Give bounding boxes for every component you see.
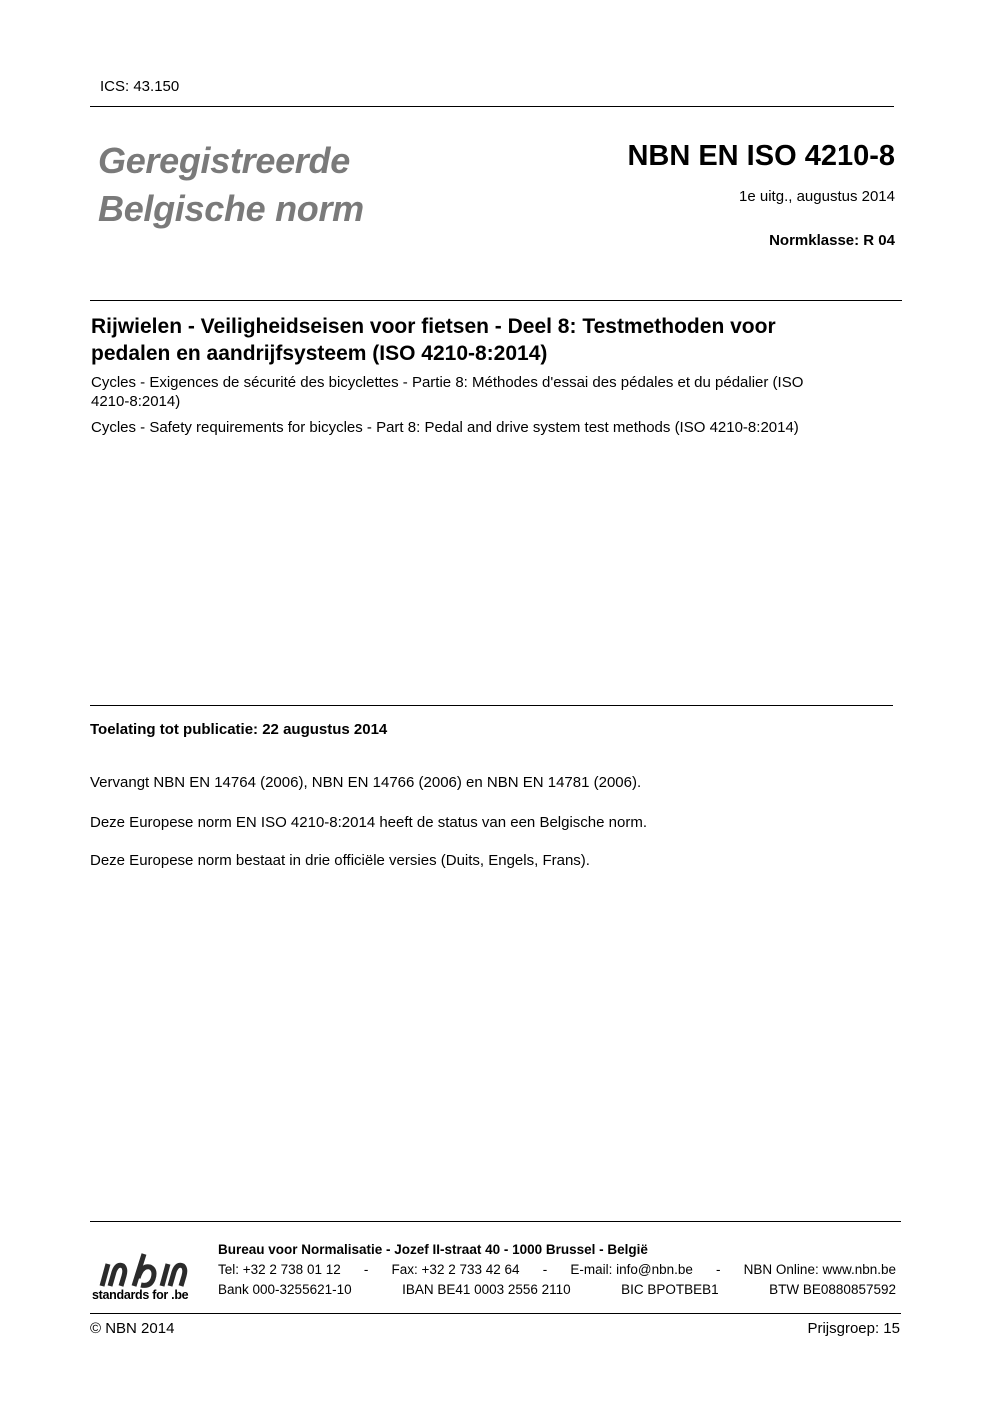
registered-line-2: Belgische norm <box>98 188 364 229</box>
footer-btw: BTW BE0880857592 <box>769 1282 896 1297</box>
footer-bank-row <box>218 1282 896 1297</box>
header-divider <box>90 106 894 107</box>
versions-statement: Deze Europese norm bestaat in drie officiële versies (Duits, Engels, Frans). <box>90 852 590 869</box>
publication-approval: Toelating tot publicatie: 22 augustus 2014 <box>90 721 388 738</box>
footer-tel: Tel: +32 2 738 01 12 <box>218 1262 341 1277</box>
footer-bottom-divider <box>90 1313 901 1314</box>
standard-number: NBN EN ISO 4210-8 <box>627 140 895 172</box>
title-english: Cycles - Safety requirements for bicycles - Part 8: Pedal and drive system test methods (ISO 4210-8:2014) <box>91 419 799 436</box>
edition-date: 1e uitg., augustus 2014 <box>739 188 895 205</box>
copyright: © NBN 2014 <box>90 1320 175 1337</box>
footer-online[interactable]: NBN Online: www.nbn.be <box>743 1262 896 1277</box>
footer-address: Bureau voor Normalisatie - Jozef II-straat 40 - 1000 Brussel - België <box>218 1242 648 1257</box>
nbn-logo <box>92 1250 202 1306</box>
title-dutch <box>91 313 891 367</box>
title-divider <box>90 300 902 301</box>
status-statement: Deze Europese norm EN ISO 4210-8:2014 heeft de status van een Belgische norm. <box>90 814 647 831</box>
title-dutch-line-2: pedalen en aandrijfsysteem (ISO 4210-8:2014) <box>91 342 548 365</box>
ics-code: ICS: 43.150 <box>100 78 180 95</box>
title-dutch-line-1: Rijwielen - Veiligheidseisen voor fietsen - Deel 8: Testmethoden voor <box>91 315 776 338</box>
nbn-logo-mark <box>92 1250 202 1290</box>
footer-fax: Fax: +32 2 733 42 64 <box>391 1262 520 1277</box>
price-group: Prijsgroep: 15 <box>807 1320 900 1337</box>
footer-email[interactable]: E-mail: info@nbn.be <box>570 1262 693 1277</box>
footer-iban: IBAN BE41 0003 2556 2110 <box>402 1282 571 1297</box>
footer-bank: Bank 000-3255621-10 <box>218 1282 352 1297</box>
title-french-line-1: Cycles - Exigences de sécurité des bicyclettes - Partie 8: Méthodes d'essai des pédales et du pédalier (ISO <box>91 374 804 391</box>
logo-tagline: standards for .be <box>92 1288 189 1302</box>
footer-bic: BIC BPOTBEB1 <box>621 1282 719 1297</box>
registered-line-1: Geregistreerde <box>98 140 350 181</box>
title-french <box>91 373 891 411</box>
registered-standard-heading <box>98 137 364 233</box>
footer-divider <box>90 1221 901 1222</box>
norm-class: Normklasse: R 04 <box>769 232 895 249</box>
publication-divider <box>90 705 893 706</box>
replaces-statement: Vervangt NBN EN 14764 (2006), NBN EN 14766 (2006) en NBN EN 14781 (2006). <box>90 774 642 791</box>
title-french-line-2: 4210-8:2014) <box>91 393 181 410</box>
footer-contact-row: Tel: +32 2 738 01 12 - Fax: +32 2 733 42 64 - E-mail: info@nbn.be - NBN Online: www.nbn.be <box>218 1262 896 1277</box>
